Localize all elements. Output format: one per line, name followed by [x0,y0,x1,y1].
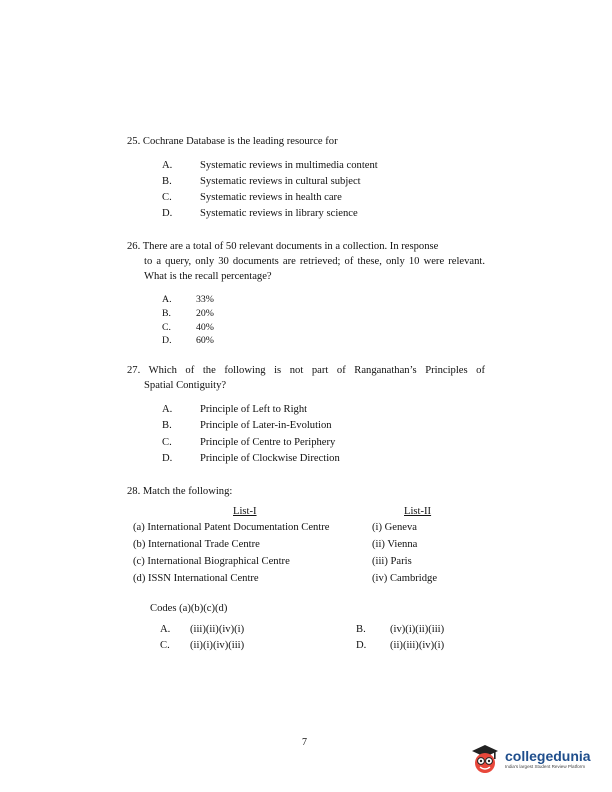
q26-option-letter: D. [162,335,172,346]
q25-option-letter: A. [162,160,173,171]
q27-option-text: Principle of Left to Right [200,404,308,415]
list-1-item: (d) ISSN International Centre [133,573,259,584]
q27-option-text: Principle of Later-in-Evolution [200,420,332,431]
q25-option-text: Systematic reviews in library science [200,208,358,219]
q25-option-letter: B. [162,176,172,187]
q26-stem-rest: to a query, only 30 documents are retrieved; of these, only 10 were relevant. What is the recall percentage? [144,256,485,282]
list-2-item: (i) Geneva [372,522,417,533]
q27-stem-line2: Spatial Contiguity? [144,380,227,391]
q27-option-text: Principle of Centre to Periphery [200,437,336,448]
code-option-letter: C. [160,640,170,651]
mascot-logo-icon [468,742,502,776]
q25-option-letter: D. [162,208,173,219]
list-2-header: List-II [404,506,432,517]
q26-option-letter: C. [162,322,171,333]
logo-tagline: India's largest Student Review Platform [505,763,586,769]
page-number: 7 [302,737,307,748]
list-1-item: (a) International Patent Documentation Centre [133,522,330,533]
question-27-stem [127,363,485,393]
q25-option-text: Systematic reviews in multimedia content [200,160,378,171]
code-option-text: (iii)(ii)(iv)(i) [190,624,245,635]
q27-option-letter: A. [162,404,173,415]
list-2-item: (iii) Paris [372,556,412,567]
q26-stem-line1: 26. There are a total of 50 relevant documents in a collection. In response [127,241,439,252]
code-option-text: (ii)(i)(iv)(iii) [190,640,245,651]
logo-wordmark: collegedunia [505,747,591,764]
q26-option-letter: B. [162,308,171,319]
list-1-item: (b) International Trade Centre [133,539,260,550]
q26-option-text: 60% [196,335,214,346]
q26-option-letter: A. [162,294,172,305]
list-2-item: (iv) Cambridge [372,573,438,584]
q27-stem-line1: 27. Which of the following is not part of Ranganathan’s Principles of [127,365,485,376]
list-1-header: List-I [233,506,257,517]
question-26-stem [127,239,485,284]
code-option-letter: A. [160,624,171,635]
q26-option-text: 20% [196,308,214,319]
list-1-item: (c) International Biographical Centre [133,556,290,567]
q25-option-letter: C. [162,192,172,203]
collegedunia-logo [468,742,591,776]
codes-label: Codes (a)(b)(c)(d) [150,603,228,614]
q26-option-text: 33% [196,294,214,305]
code-option-text: (iv)(i)(ii)(iii) [390,624,445,635]
code-option-letter: B. [356,624,366,635]
q27-option-text: Principle of Clockwise Direction [200,453,340,464]
list-2-item: (ii) Vienna [372,539,418,550]
q25-option-text: Systematic reviews in health care [200,192,342,203]
code-option-text: (ii)(iii)(iv)(i) [390,640,445,651]
q27-option-letter: C. [162,437,172,448]
q25-option-text: Systematic reviews in cultural subject [200,176,361,187]
q27-option-letter: B. [162,420,172,431]
question-25-stem: 25. Cochrane Database is the leading resource for [127,136,338,147]
q26-option-text: 40% [196,322,214,333]
question-28-stem: 28. Match the following: [127,486,233,497]
code-option-letter: D. [356,640,367,651]
q27-option-letter: D. [162,453,173,464]
